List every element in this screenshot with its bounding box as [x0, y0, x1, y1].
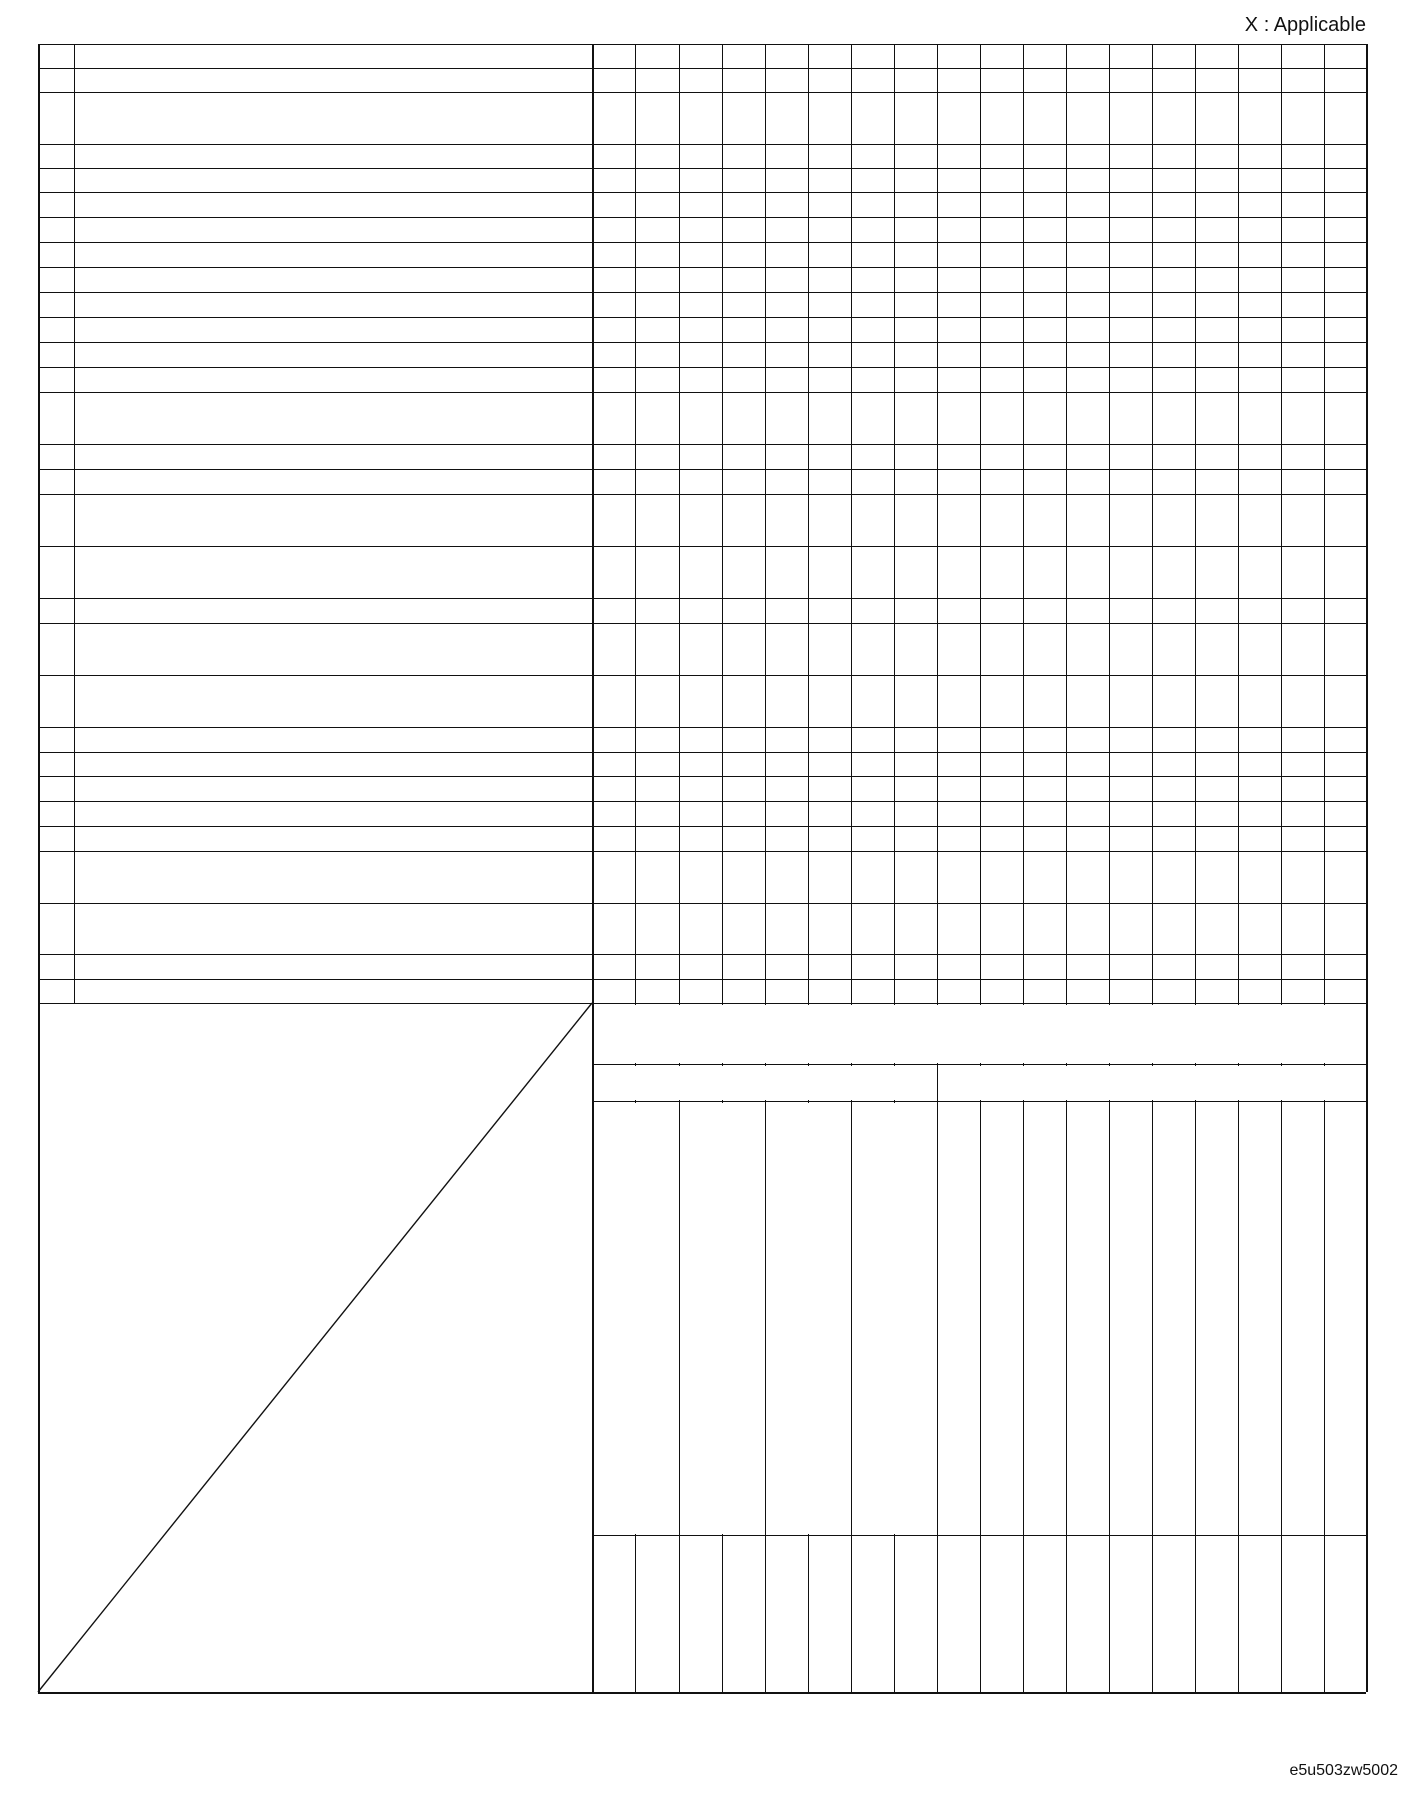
corner-diagonal-line — [38, 1003, 592, 1692]
legend: X : Applicable — [1244, 14, 1366, 36]
figure-id: e5u503zw5002 — [1289, 1762, 1398, 1779]
